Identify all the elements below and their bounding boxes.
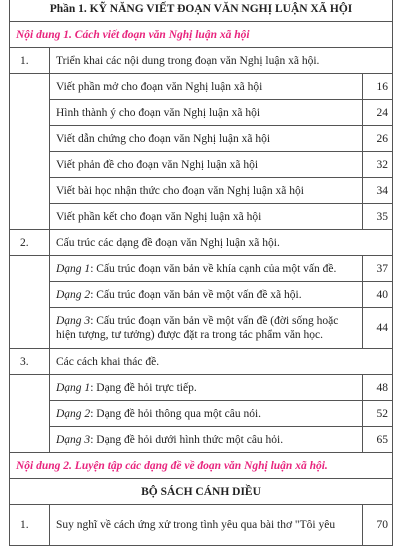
form-label: Dạng 3 (56, 433, 91, 446)
toc-table (9, 0, 393, 546)
entry-text: : Dạng đề hỏi thông qua một câu nói. (90, 407, 262, 420)
page-number: 65 (363, 427, 393, 453)
form-label: Dạng 3 (56, 315, 91, 327)
page-number: 24 (363, 100, 393, 126)
index-spacer (10, 256, 50, 349)
form-label: Dạng 2 (56, 288, 91, 301)
topic-title: Triển khai các nội dung trong đoạn văn Nghị luận xã hội. (50, 48, 393, 74)
toc-entry (50, 401, 363, 427)
page-number: 32 (363, 152, 393, 178)
toc-entry: Viết phần kết cho đoạn văn Nghị luận xã hội (50, 204, 363, 230)
topic-title: Các cách khai thác đề. (50, 349, 393, 375)
page-number: 52 (363, 401, 393, 427)
toc-entry: Viết dẫn chứng cho đoạn văn Nghị luận xã hội (50, 126, 363, 152)
section-1-title: Nội dung 1. Cách viết đoạn văn Nghị luận xã hội (10, 22, 393, 48)
index-spacer (10, 74, 50, 230)
page-number: 48 (363, 375, 393, 401)
part-title: Phần 1. KỸ NĂNG VIẾT ĐOẠN VĂN NGHỊ LUẬN XÃ HỘI (10, 0, 393, 22)
topic-title: Cấu trúc các dạng đề đoạn văn Nghị luận xã hội. (50, 230, 393, 256)
toc-entry: Suy nghĩ về cách ứng xử trong tình yêu qua bài thơ "Tôi yêu (50, 505, 363, 546)
page-number: 70 (363, 505, 393, 546)
form-label: Dạng 1 (56, 262, 91, 275)
toc-entry: Viết phản đề cho đoạn văn Nghị luận xã hội (50, 152, 363, 178)
page-number: 26 (363, 126, 393, 152)
topic-number: 1. (10, 505, 50, 546)
toc-entry (50, 256, 363, 282)
page-number: 40 (363, 282, 393, 308)
toc-entry (50, 375, 363, 401)
topic-number: 1. (10, 48, 50, 74)
book-title: BỘ SÁCH CÁNH DIỀU (10, 479, 393, 505)
entry-text: : Dạng đề hỏi dưới hình thức một câu hỏi. (90, 433, 284, 446)
section-2-title: Nội dung 2. Luyện tập các dạng đề về đoạn văn Nghị luận xã hội. (10, 453, 393, 479)
page-number: 34 (363, 178, 393, 204)
entry-text: : Cấu trúc đoạn văn bản về một vấn đề (đời sống hoặc hiện tượng, tư tưởng) được đặt ra trong tác phẩm văn học. (56, 315, 339, 341)
entry-text: : Cấu trúc đoạn văn bản về một vấn đề xã hội. (90, 288, 302, 301)
toc-entry (50, 282, 363, 308)
toc-entry (50, 427, 363, 453)
page-number: 35 (363, 204, 393, 230)
entry-text: : Cấu trúc đoạn văn bản về khía cạnh của một vấn đề. (90, 262, 337, 275)
form-label: Dạng 2 (56, 407, 91, 420)
entry-text: : Dạng đề hỏi trực tiếp. (90, 381, 197, 394)
toc-entry: Viết bài học nhận thức cho đoạn văn Nghị luận xã hội (50, 178, 363, 204)
page-number: 44 (363, 308, 393, 349)
index-spacer (10, 375, 50, 453)
topic-number: 3. (10, 349, 50, 375)
page-number: 37 (363, 256, 393, 282)
toc-entry: Viết phần mở cho đoạn văn Nghị luận xã hội (50, 74, 363, 100)
toc-entry (50, 308, 363, 349)
topic-number: 2. (10, 230, 50, 256)
form-label: Dạng 1 (56, 381, 91, 394)
page-number: 16 (363, 74, 393, 100)
toc-entry: Hình thành ý cho đoạn văn Nghị luận xã hội (50, 100, 363, 126)
